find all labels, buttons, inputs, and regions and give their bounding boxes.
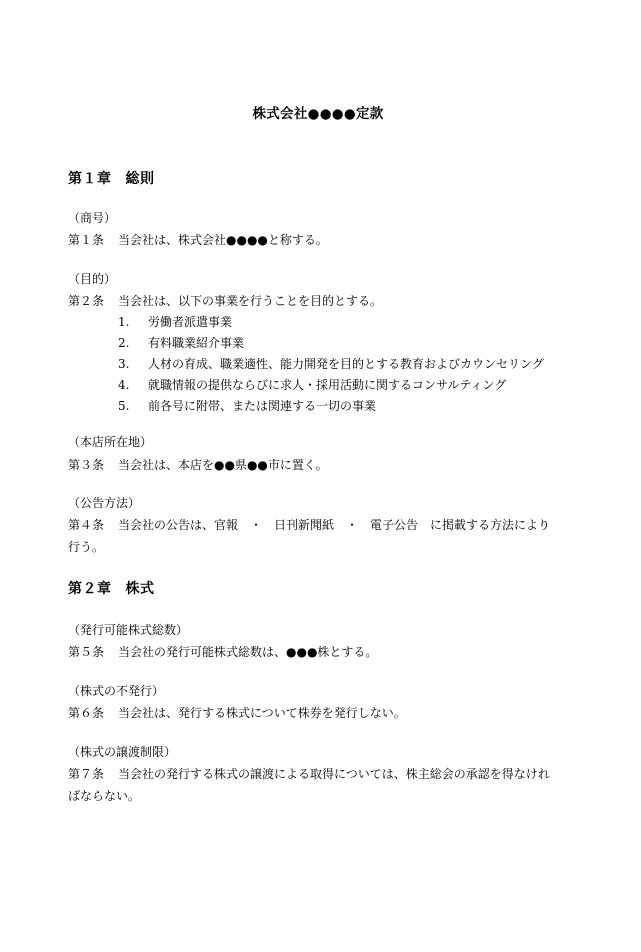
purpose-number: 4. [118,378,130,392]
purpose-text: 労働者派遣事業 [148,315,233,329]
article-2-number: 第２条 [68,294,105,308]
article-4-continuation: 行う。 [68,540,105,554]
chapter-2-name: 株式 [125,581,155,597]
article-4 [68,516,550,534]
article-7-number: 第７条 [68,767,105,781]
article-6-number: 第６条 [68,706,105,720]
purpose-item [118,376,506,394]
chapter-1-name: 総則 [125,171,155,187]
chapter-2-number: 第２章 [68,581,112,597]
article-5 [68,643,377,661]
article-1-text: 当会社は、株式会社●●●●と称する。 [118,233,328,247]
chapter-1-heading [68,168,155,188]
article-4-text: 当会社の公告は、官報 ・ 日刊新聞紙 ・ 電子公告 に掲載する方法により [118,518,551,532]
purpose-text: 前各号に附帯、または関連する一切の事業 [148,399,377,413]
article-3-heading: （本店所在地） [68,435,153,449]
purpose-text: 就職情報の提供ならびに求人・採用活動に関するコンサルティング [148,378,507,392]
article-5-text: 当会社の発行可能株式総数は、●●●株とする。 [118,645,378,659]
article-4-heading: （公告方法） [68,496,141,510]
chapter-2-heading [68,578,155,598]
document-title: 株式会社●●●●定款 [252,106,384,122]
article-7 [68,765,550,783]
article-3 [68,456,328,474]
article-1-heading: （商号） [68,211,117,225]
purpose-number: 5. [118,399,130,413]
article-7-text: 当会社の発行する株式の譲渡による取得については、株主総会の承認を得なけれ [118,767,550,781]
article-5-number: 第５条 [68,645,105,659]
purpose-number: 3. [118,357,130,371]
purpose-number: 1. [118,315,130,329]
article-1 [68,231,328,249]
article-7-heading: （株式の譲渡制限） [68,745,177,759]
purpose-number: 2. [118,336,130,350]
purpose-item [118,355,544,373]
article-2-heading: （目的） [68,272,117,286]
purpose-item [118,313,232,331]
purpose-text: 有料職業紹介事業 [148,336,245,350]
article-5-heading: （発行可能株式総数） [68,623,189,637]
article-4-number: 第４条 [68,518,105,532]
article-1-number: 第１条 [68,233,105,247]
article-2 [68,292,382,310]
article-3-number: 第３条 [68,458,105,472]
purpose-text: 人材の育成、職業適性、能力開発を目的とする教育およびカウンセリング [148,357,544,371]
article-6-text: 当会社は、発行する株式について株券を発行しない。 [118,706,406,720]
article-2-text: 当会社は、以下の事業を行うことを目的とする。 [118,294,383,308]
article-6-heading: （株式の不発行） [68,684,165,698]
article-6 [68,704,406,722]
purpose-item [118,397,376,415]
purpose-item [118,334,244,352]
article-3-text: 当会社は、本店を●●県●●市に置く。 [118,458,328,472]
article-7-continuation: ばならない。 [68,789,141,803]
chapter-1-number: 第１章 [68,171,112,187]
